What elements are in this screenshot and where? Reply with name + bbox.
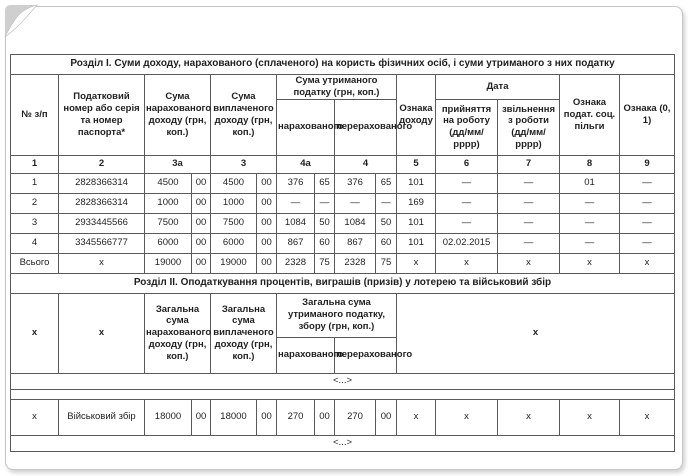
military-transferred-tax-cell: 270: [335, 399, 376, 435]
header-flag: Ознака (0, 1): [620, 75, 675, 156]
transferred-tax-cell: —: [335, 193, 376, 213]
header-accrued-tax: нарахованого: [277, 99, 335, 155]
income-code-cell: 101: [397, 233, 436, 253]
column-number: 7: [498, 155, 560, 173]
accrued-cell: 1000: [145, 193, 192, 213]
total-accrued-tax-kop-cell: 75: [315, 253, 335, 273]
total-accrued-kop-cell: 00: [192, 253, 211, 273]
income-code-cell: 169: [397, 193, 436, 213]
header-tax-id: Податковий номер або серія та номер паспорта*: [59, 75, 145, 156]
military-accrued-tax-cell: 270: [277, 399, 315, 435]
hire-date-cell: —: [436, 193, 498, 213]
accrued-cell: 4500: [145, 173, 192, 193]
total-accrued-tax-cell: 2328: [277, 253, 315, 273]
hire-date-cell: —: [436, 213, 498, 233]
spacer-row: [11, 389, 675, 399]
military-x-cell: х: [560, 399, 620, 435]
tax-id-cell: 2828366314: [59, 193, 145, 213]
paid-kop-cell: 00: [257, 213, 277, 233]
table-row: [11, 193, 675, 213]
accrued-tax-kop-cell: 60: [315, 233, 335, 253]
column-number: 4: [335, 155, 397, 173]
paid-cell: 4500: [211, 173, 257, 193]
column-number: 5: [397, 155, 436, 173]
paid-kop-cell: 00: [257, 233, 277, 253]
paid-kop-cell: 00: [257, 193, 277, 213]
column-number: 3а: [145, 155, 211, 173]
column-numbers-row: [11, 155, 675, 173]
military-transferred-tax-kop-cell: 00: [376, 399, 397, 435]
flag-cell: —: [620, 233, 675, 253]
accrued-tax-kop-cell: —: [315, 193, 335, 213]
total-tax-id-cell: х: [59, 253, 145, 273]
military-x-cell: х: [11, 399, 59, 435]
total-paid-cell: 19000: [211, 253, 257, 273]
income-code-cell: 101: [397, 173, 436, 193]
transferred-tax-cell: 376: [335, 173, 376, 193]
accrued-tax-cell: 1084: [277, 213, 315, 233]
accrued-kop-cell: 00: [192, 173, 211, 193]
tax-id-cell: 3345566777: [59, 233, 145, 253]
dismiss-date-cell: —: [498, 213, 560, 233]
dismiss-date-cell: —: [498, 173, 560, 193]
header-number: № з/п: [11, 75, 59, 156]
table-row: [11, 233, 675, 253]
accrued-tax-cell: 867: [277, 233, 315, 253]
transferred-tax-kop-cell: —: [376, 193, 397, 213]
section-2-x-cell: х: [11, 293, 59, 373]
accrued-tax-cell: —: [277, 193, 315, 213]
paid-cell: 1000: [211, 193, 257, 213]
accrued-tax-kop-cell: 50: [315, 213, 335, 233]
header-tax-withheld: Сума утриманого податку (грн, коп.): [277, 75, 397, 100]
header-total-tax-withheld: Загальна сума утриманого податку, збору (грн, коп.): [277, 293, 397, 337]
row-number: 2: [11, 193, 59, 213]
income-code-cell: 101: [397, 213, 436, 233]
total-hire-date-cell: х: [436, 253, 498, 273]
paid-cell: 7500: [211, 213, 257, 233]
section-2-x-cell: х: [397, 293, 675, 373]
table-row: [11, 173, 675, 193]
transferred-tax-cell: 1084: [335, 213, 376, 233]
tax-id-cell: 2933445566: [59, 213, 145, 233]
transferred-tax-kop-cell: 50: [376, 213, 397, 233]
accrued-tax-cell: 376: [277, 173, 315, 193]
header-transferred-tax: перерахованого: [335, 99, 397, 155]
column-number: 2: [59, 155, 145, 173]
military-paid-cell: 18000: [211, 399, 257, 435]
hire-date-cell: —: [436, 173, 498, 193]
dismiss-date-cell: —: [498, 233, 560, 253]
row-number: 1: [11, 173, 59, 193]
header-paid-income: Сума виплаченого доходу (грн, коп.): [211, 75, 277, 156]
flag-cell: —: [620, 193, 675, 213]
ellipsis-row: <...>: [11, 435, 675, 451]
header-transferred-tax: перерахованого: [335, 337, 397, 373]
military-paid-kop-cell: 00: [257, 399, 277, 435]
tax-id-cell: 2828366314: [59, 173, 145, 193]
social-benefit-cell: 01: [560, 173, 620, 193]
military-levy-label: Військовий збір: [59, 399, 145, 435]
column-number: 8: [560, 155, 620, 173]
accrued-kop-cell: 00: [192, 213, 211, 233]
header-date: Дата: [436, 75, 560, 100]
flag-cell: —: [620, 213, 675, 233]
column-number: 4а: [277, 155, 335, 173]
military-x-cell: х: [436, 399, 498, 435]
total-dismiss-date-cell: х: [498, 253, 560, 273]
ellipsis-row: <...>: [11, 373, 675, 389]
header-social-benefit: Ознака подат. соц. пільги: [560, 75, 620, 156]
total-accrued-cell: 19000: [145, 253, 192, 273]
section-1-title: Розділ I. Суми доходу, нарахованого (сплаченого) на користь фізичних осіб, і суми утриманого з них податку: [11, 55, 675, 75]
column-number: 3: [211, 155, 277, 173]
transferred-tax-cell: 867: [335, 233, 376, 253]
total-social-benefit-cell: х: [560, 253, 620, 273]
section-2-title: Розділ II. Оподаткування процентів, виграшів (призів) у лотерею та військовий збір: [11, 273, 675, 293]
header-accrued-income: Сума нарахованого доходу (грн, коп.): [145, 75, 211, 156]
header-dismiss-date: звільнення з роботи (дд/мм/рррр): [498, 99, 560, 155]
transferred-tax-kop-cell: 60: [376, 233, 397, 253]
page-curl-icon: [3, 3, 39, 39]
accrued-cell: 7500: [145, 213, 192, 233]
hire-date-cell: 02.02.2015: [436, 233, 498, 253]
row-number: 3: [11, 213, 59, 233]
header-income-code: Ознака доходу: [397, 75, 436, 156]
military-x-cell: х: [498, 399, 560, 435]
header-accrued-tax: нарахованого: [277, 337, 335, 373]
total-label: Всього: [11, 253, 59, 273]
dismiss-date-cell: —: [498, 193, 560, 213]
row-number: 4: [11, 233, 59, 253]
military-accrued-cell: 18000: [145, 399, 192, 435]
flag-cell: —: [620, 173, 675, 193]
social-benefit-cell: —: [560, 233, 620, 253]
military-x-cell: х: [620, 399, 675, 435]
military-levy-row: [11, 399, 675, 435]
paid-cell: 6000: [211, 233, 257, 253]
header-total-accrued-income: Загальна сума нарахованого доходу (грн, коп.): [145, 293, 211, 373]
total-paid-kop-cell: 00: [257, 253, 277, 273]
total-row: [11, 253, 675, 273]
total-income-code-cell: х: [397, 253, 436, 273]
total-transferred-tax-kop-cell: 75: [376, 253, 397, 273]
column-number: 6: [436, 155, 498, 173]
accrued-kop-cell: 00: [192, 193, 211, 213]
social-benefit-cell: —: [560, 213, 620, 233]
accrued-kop-cell: 00: [192, 233, 211, 253]
table-row: [11, 213, 675, 233]
header-total-paid-income: Загальна сума виплаченого доходу (грн, коп.): [211, 293, 277, 373]
paid-kop-cell: 00: [257, 173, 277, 193]
transferred-tax-kop-cell: 65: [376, 173, 397, 193]
military-accrued-kop-cell: 00: [192, 399, 211, 435]
total-flag-cell: х: [620, 253, 675, 273]
section-2-x-cell: х: [59, 293, 145, 373]
military-accrued-tax-kop-cell: 00: [315, 399, 335, 435]
column-number: 1: [11, 155, 59, 173]
tax-report-table: [10, 54, 675, 452]
accrued-cell: 6000: [145, 233, 192, 253]
social-benefit-cell: —: [560, 193, 620, 213]
column-number: 9: [620, 155, 675, 173]
total-transferred-tax-cell: 2328: [335, 253, 376, 273]
accrued-tax-kop-cell: 65: [315, 173, 335, 193]
military-x-cell: х: [397, 399, 436, 435]
header-hire-date: прийняття на роботу (дд/мм/рррр): [436, 99, 498, 155]
